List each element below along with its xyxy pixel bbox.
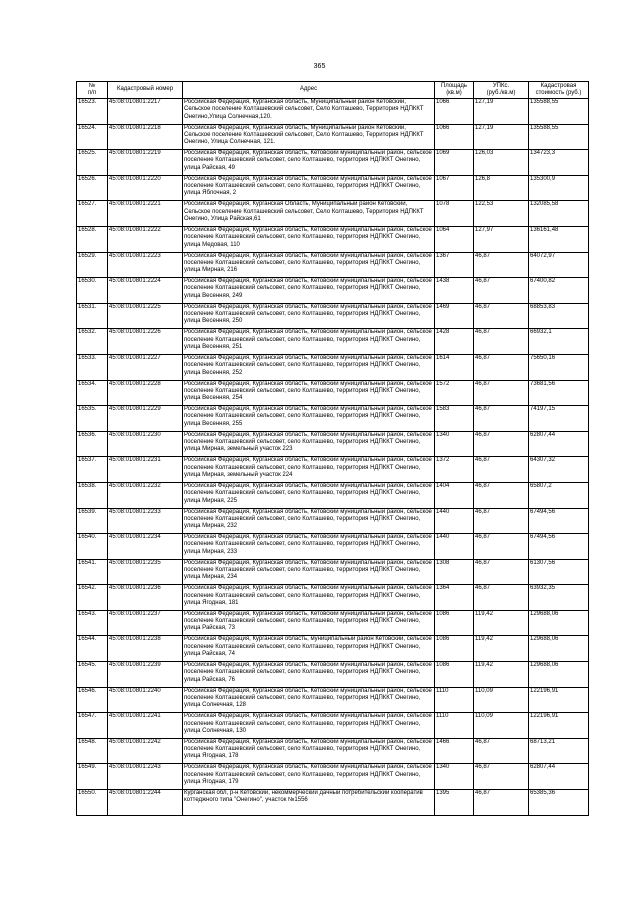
cadastral-number-cell: 45:08:010801:2229: [108, 406, 183, 432]
address-cell: Российская Федерация, Курганская область, Муниципальный район Кетовский, Сельское поселение Колташевский сельсовет, Село Колташево, Территория НДПККТ Онегино, Улица Солнечная, 121.: [183, 124, 435, 150]
header-cadastral: Кадастровый номер: [108, 82, 183, 99]
table-row: [77, 534, 589, 560]
upks-cell: 126,03: [474, 150, 529, 176]
cadastral-cost-cell: 68853,83: [529, 303, 589, 329]
upks-cell: 46,87: [474, 278, 529, 304]
table-row: [77, 687, 589, 713]
address-cell: Российская Федерация, Курганская Область, Муниципальный район Кетовский, Сельское поселение Колташевский сельсовет, Село Колташево, Территория НДПККТ Онегино, Улица Райская,61: [183, 201, 435, 227]
cadastral-cost-cell: 62807,44: [529, 764, 589, 790]
table-header-row: [77, 82, 589, 99]
address-cell: Российская Федерация, Курганская область, Кетовский муниципальный район, сельское поселение Колташевский сельсовет, село Колташево, территория НДПККТ Онегино, улица Солнечная, 128: [183, 687, 435, 713]
area-cell: 1340: [435, 431, 474, 457]
cadastral-number-cell: 45:08:010801:2222: [108, 226, 183, 252]
area-cell: 1438: [435, 278, 474, 304]
address-cell: Российская Федерация, Курганская область, Кетовский муниципальный район, сельское поселение Колташевский сельсовет, село Колташево, территория НДПККТ Онегино, улица Яблочная, 2: [183, 175, 435, 201]
area-cell: 1372: [435, 457, 474, 483]
address-cell: Российская Федерация, Курганская область, Кетовский муниципальный район, сельское поселение Колташевский сельсовет, село Колташево, территория НДПККТ Онегино, улица Весенняя, 249: [183, 278, 435, 304]
table-row: [77, 175, 589, 201]
cadastral-cost-cell: 67400,82: [529, 278, 589, 304]
cadastral-cost-cell: 74197,15: [529, 406, 589, 432]
address-cell: Российская Федерация, Курганская область, Кетовский муниципальный район, сельское поселение Колташевский сельсовет, село Колташево, территория НДПККТ Онегино, улица Весенняя, 254: [183, 380, 435, 406]
cadastral-cost-cell: 61307,56: [529, 559, 589, 585]
area-cell: 1308: [435, 559, 474, 585]
address-cell: Российская Федерация, Курганская область, Кетовский муниципальный район, сельское поселение Колташевский сельсовет, село Колташево, территория НДПККТ Онегино, улица Райская, 73: [183, 610, 435, 636]
table-row: [77, 790, 589, 816]
cadastral-number-cell: 45:08:010801:2230: [108, 431, 183, 457]
header-cost: [529, 82, 589, 99]
header-area-line2: (кв.м): [446, 90, 462, 96]
address-cell: Российская Федерация, Курганская область, муниципальный район Кетовский, сельское поселение Колташевский сельсовет, село Колташево, территория НДПККТ Онегино, улица Райская, 74: [183, 636, 435, 662]
area-cell: 1110: [435, 713, 474, 739]
header-upks-line2: (руб./кв.м): [486, 90, 516, 96]
header-address: Адрес: [183, 82, 435, 99]
area-cell: 1614: [435, 354, 474, 380]
row-number-cell: 16534.: [77, 380, 108, 406]
row-number-cell: 16545.: [77, 662, 108, 688]
address-cell: Российская Федерация, Курганская область, Кетовский муниципальный район, сельское поселение Колташевский сельсовет, село Колташево, территория НДПККТ Онегино, улица Ягодная, 178: [183, 738, 435, 764]
cadastral-cost-cell: 132085,58: [529, 201, 589, 227]
table-row: [77, 457, 589, 483]
table-row: [77, 713, 589, 739]
row-number-cell: 16524.: [77, 124, 108, 150]
address-cell: Российская Федерация, Курганская область, Кетовский муниципальный район, сельское поселение Колташевский сельсовет, село Колташево, территория НДПККТ Онегино, улица Медовая, 110: [183, 226, 435, 252]
cadastral-cost-cell: 129688,06: [529, 636, 589, 662]
area-cell: 1067: [435, 175, 474, 201]
row-number-cell: 16547.: [77, 713, 108, 739]
cadastral-number-cell: 45:08:010801:2244: [108, 790, 183, 816]
upks-cell: 46,87: [474, 790, 529, 816]
row-number-cell: 16539.: [77, 508, 108, 534]
row-number-cell: 16526.: [77, 175, 108, 201]
address-cell: Российская Федерация, Курганская область, Кетовский муниципальный район, сельское поселение Колташевский сельсовет, село Колташево, территория НДПККТ Онегино, улица Ягодная, 181: [183, 585, 435, 611]
upks-cell: 46,87: [474, 380, 529, 406]
header-upks-line1: УПКс.: [492, 82, 510, 89]
upks-cell: 119,42: [474, 636, 529, 662]
cadastral-cost-cell: 64307,32: [529, 457, 589, 483]
upks-cell: 46,87: [474, 585, 529, 611]
area-cell: 1340: [435, 764, 474, 790]
address-cell: Российская Федерация, Курганская область, Кетовский муниципальный район, сельское поселение Колташевский сельсовет, село Колташево, территория НДПККТ Онегино, улица Мирная, земельный участок 224: [183, 457, 435, 483]
area-cell: 1086: [435, 636, 474, 662]
upks-cell: 46,87: [474, 329, 529, 355]
upks-cell: 119,42: [474, 610, 529, 636]
table-body: [77, 99, 589, 816]
row-number-cell: 16542.: [77, 585, 108, 611]
address-cell: Курганская обл, р-н Кетовский, некоммерческий дачный потребительский кооператив коттеджного типа "Онегино", участок №1556: [183, 790, 435, 816]
cadastral-number-cell: 45:08:010801:2238: [108, 636, 183, 662]
upks-cell: 46,87: [474, 508, 529, 534]
row-number-cell: 16538.: [77, 482, 108, 508]
area-cell: 1110: [435, 687, 474, 713]
row-number-cell: 16533.: [77, 354, 108, 380]
upks-cell: 122,53: [474, 201, 529, 227]
area-cell: 1367: [435, 252, 474, 278]
upks-cell: 46,87: [474, 764, 529, 790]
area-cell: 1364: [435, 585, 474, 611]
cadastral-number-cell: 45:08:010801:2225: [108, 303, 183, 329]
table-row: [77, 764, 589, 790]
table-row: [77, 354, 589, 380]
area-cell: 1583: [435, 406, 474, 432]
cadastral-number-cell: 45:08:010801:2231: [108, 457, 183, 483]
row-number-cell: 16541.: [77, 559, 108, 585]
cadastral-cost-cell: 122196,91: [529, 687, 589, 713]
address-cell: Российская Федерация, Курганская область, Кетовский муниципальный район, сельское поселение Колташевский сельсовет, село Колташево, территория НДПККТ Онегино, улица Ягодная, 179: [183, 764, 435, 790]
row-number-cell: 16549.: [77, 764, 108, 790]
area-cell: 1086: [435, 610, 474, 636]
cadastral-number-cell: 45:08:010801:2237: [108, 610, 183, 636]
upks-cell: 46,87: [474, 431, 529, 457]
cadastral-cost-cell: 66932,1: [529, 329, 589, 355]
header-num-line1: №: [88, 82, 96, 89]
address-cell: Российская Федерация, Курганская область, Муниципальный район Кетовский, Сельское поселение Колташевский сельсовет, Село Колташево, Территория НДПККТ Онегино,Улица Солнечная,120.: [183, 99, 435, 125]
upks-cell: 127,19: [474, 99, 529, 125]
table-row: [77, 150, 589, 176]
table-row: [77, 508, 589, 534]
address-cell: Российская Федерация, Курганская область, Кетовский муниципальный район, сельское поселение Колташевский сельсовет, село Колташево, территория НДПККТ Онегино, улица Весенняя, 255: [183, 406, 435, 432]
cadastral-cost-cell: 129688,06: [529, 662, 589, 688]
upks-cell: 126,8: [474, 175, 529, 201]
table-row: [77, 99, 589, 125]
row-number-cell: 16544.: [77, 636, 108, 662]
row-number-cell: 16525.: [77, 150, 108, 176]
table-row: [77, 226, 589, 252]
row-number-cell: 16543.: [77, 610, 108, 636]
cadastral-number-cell: 45:08:010801:2233: [108, 508, 183, 534]
cadastral-cost-cell: 136161,48: [529, 226, 589, 252]
row-number-cell: 16540.: [77, 534, 108, 560]
row-number-cell: 16536.: [77, 431, 108, 457]
address-cell: Российская Федерация, Курганская область, Кетовский муниципальный район, сельское поселение Колташевский сельсовет, село Колташево, территория НДПККТ Онегино, улица Мирная, земельный участок 223: [183, 431, 435, 457]
area-cell: 1469: [435, 303, 474, 329]
cadastral-cost-cell: 63932,35: [529, 585, 589, 611]
cadastral-cost-cell: 64072,97: [529, 252, 589, 278]
row-number-cell: 16546.: [77, 687, 108, 713]
table-row: [77, 738, 589, 764]
table-row: [77, 329, 589, 355]
upks-cell: 46,87: [474, 559, 529, 585]
cadastral-number-cell: 45:08:010801:2240: [108, 687, 183, 713]
upks-cell: 110,09: [474, 687, 529, 713]
cadastral-cost-cell: 135588,55: [529, 99, 589, 125]
row-number-cell: 16529.: [77, 252, 108, 278]
cadastral-number-cell: 45:08:010801:2226: [108, 329, 183, 355]
table-row: [77, 585, 589, 611]
area-cell: 1066: [435, 124, 474, 150]
address-cell: Российская Федерация, Курганская область, Кетовский муниципальный район, сельское поселение Колташевский сельсовет, село Колташево, территория НДПККТ Онегино, улица Мирная, 232: [183, 508, 435, 534]
page-number: 365: [313, 63, 326, 70]
cadastral-number-cell: 45:08:010801:2232: [108, 482, 183, 508]
address-cell: Российская Федерация, Курганская область, Кетовский муниципальный район, сельское поселение Колташевский сельсовет, село Колташево, территория НДПККТ Онегино, улица Райская, 49: [183, 150, 435, 176]
cadastral-number-cell: 45:08:010801:2243: [108, 764, 183, 790]
table-row: [77, 252, 589, 278]
cadastral-cost-cell: 135300,9: [529, 175, 589, 201]
cadastral-cost-cell: 68713,21: [529, 738, 589, 764]
area-cell: 1404: [435, 482, 474, 508]
address-cell: Российская Федерация, Курганская область, Кетовский муниципальный район, сельское поселение Колташевский сельсовет, село Колташево, территория НДПККТ Онегино, улица Солнечная, 130: [183, 713, 435, 739]
row-number-cell: 16523.: [77, 99, 108, 125]
area-cell: 1428: [435, 329, 474, 355]
address-cell: Российская Федерация, Курганская область, Кетовский муниципальный район, сельское поселение Колташевский сельсовет, село Колташево, территория НДПККТ Онегино, улица Мирная, 225: [183, 482, 435, 508]
area-cell: 1069: [435, 150, 474, 176]
upks-cell: 46,87: [474, 252, 529, 278]
cadastral-number-cell: 45:08:010801:2217: [108, 99, 183, 125]
address-cell: Российская Федерация, Курганская область, Кетовский муниципальный район, сельское поселение Колташевский сельсовет, село Колташево, территория НДПККТ Онегино, улица Весенняя, 251: [183, 329, 435, 355]
table-row: [77, 662, 589, 688]
address-cell: Российская Федерация, Курганская область, Кетовский муниципальный район, сельское поселение Колташевский сельсовет, село Колташево, территория НДПККТ Онегино, улица Мирная, 234: [183, 559, 435, 585]
cadastral-number-cell: 45:08:010801:2242: [108, 738, 183, 764]
cadastral-cost-cell: 122196,91: [529, 713, 589, 739]
table-row: [77, 610, 589, 636]
row-number-cell: 16548.: [77, 738, 108, 764]
cadastral-number-cell: 45:08:010801:2228: [108, 380, 183, 406]
table-row: [77, 559, 589, 585]
upks-cell: 110,09: [474, 713, 529, 739]
cadastral-cost-cell: 67494,56: [529, 508, 589, 534]
header-area-line1: Площадь: [440, 82, 468, 89]
cadastral-cost-cell: 134723,3: [529, 150, 589, 176]
area-cell: 1572: [435, 380, 474, 406]
table-row: [77, 303, 589, 329]
row-number-cell: 16527.: [77, 201, 108, 227]
address-cell: Российская Федерация, Курганская область, Кетовский муниципальный район, сельское поселение Колташевский сельсовет, село Колташево, территория НДПККТ Онегино, улица Весенняя, 252: [183, 354, 435, 380]
address-cell: Российская Федерация, Курганская область, Кетовский муниципальный район, сельское поселение Колташевский сельсовет, село Колташево, территория НДПККТ Онегино, улица Мирная, 233: [183, 534, 435, 560]
table-row: [77, 380, 589, 406]
upks-cell: 46,87: [474, 738, 529, 764]
cadastral-number-cell: 45:08:010801:2236: [108, 585, 183, 611]
row-number-cell: 16531.: [77, 303, 108, 329]
upks-cell: 46,87: [474, 303, 529, 329]
cadastral-number-cell: 45:08:010801:2239: [108, 662, 183, 688]
upks-cell: 127,97: [474, 226, 529, 252]
area-cell: 1395: [435, 790, 474, 816]
header-num: [77, 82, 108, 99]
upks-cell: 119,42: [474, 662, 529, 688]
cadastral-number-cell: 45:08:010801:2241: [108, 713, 183, 739]
upks-cell: 127,19: [474, 124, 529, 150]
cadastral-number-cell: 45:08:010801:2234: [108, 534, 183, 560]
upks-cell: 46,87: [474, 354, 529, 380]
area-cell: 1086: [435, 662, 474, 688]
cadastral-number-cell: 45:08:010801:2235: [108, 559, 183, 585]
cadastral-number-cell: 45:08:010801:2223: [108, 252, 183, 278]
cadastral-cost-cell: 62807,44: [529, 431, 589, 457]
upks-cell: 46,87: [474, 457, 529, 483]
cadastral-cost-cell: 75650,16: [529, 354, 589, 380]
table-row: [77, 406, 589, 432]
area-cell: 1064: [435, 226, 474, 252]
table-row: [77, 278, 589, 304]
row-number-cell: 16537.: [77, 457, 108, 483]
header-num-line2: п/п: [87, 90, 97, 96]
upks-cell: 46,87: [474, 406, 529, 432]
address-cell: Российская Федерация, Курганская область, Кетовский муниципальный район, сельское поселение Колташевский сельсовет, село Колташево, территория НДПККТ Онегино, улица Райская, 76: [183, 662, 435, 688]
address-cell: Российская Федерация, Курганская область, Кетовский муниципальный район, сельское поселение Колташевский сельсовет, село Колташево, территория НДПККТ Онегино, улица Мирная, 216: [183, 252, 435, 278]
table-row: [77, 124, 589, 150]
header-cost-line2: стоимость (руб.): [535, 90, 582, 96]
header-cost-line1: Кадастровая: [540, 82, 577, 89]
area-cell: 1440: [435, 508, 474, 534]
table-row: [77, 482, 589, 508]
table-row: [77, 201, 589, 227]
cadastral-cost-cell: 73681,56: [529, 380, 589, 406]
cadastral-number-cell: 45:08:010801:2224: [108, 278, 183, 304]
row-number-cell: 16535.: [77, 406, 108, 432]
row-number-cell: 16530.: [77, 278, 108, 304]
cadastral-number-cell: 45:08:010801:2219: [108, 150, 183, 176]
area-cell: 1066: [435, 99, 474, 125]
header-upks: [474, 82, 529, 99]
cadastral-cost-cell: 65807,2: [529, 482, 589, 508]
area-cell: 1078: [435, 201, 474, 227]
row-number-cell: 16528.: [77, 226, 108, 252]
row-number-cell: 16532.: [77, 329, 108, 355]
cadastral-number-cell: 45:08:010801:2218: [108, 124, 183, 150]
cadastral-cost-cell: 65385,36: [529, 790, 589, 816]
table-row: [77, 636, 589, 662]
header-area: [435, 82, 474, 99]
cadastral-cost-cell: 67494,56: [529, 534, 589, 560]
upks-cell: 46,87: [474, 482, 529, 508]
cadastral-number-cell: 45:08:010801:2221: [108, 201, 183, 227]
area-cell: 1440: [435, 534, 474, 560]
cadastral-value-table: [76, 81, 589, 816]
cadastral-cost-cell: 129688,06: [529, 610, 589, 636]
area-cell: 1466: [435, 738, 474, 764]
cadastral-cost-cell: 135588,55: [529, 124, 589, 150]
cadastral-number-cell: 45:08:010801:2227: [108, 354, 183, 380]
upks-cell: 46,87: [474, 534, 529, 560]
table-row: [77, 431, 589, 457]
cadastral-number-cell: 45:08:010801:2220: [108, 175, 183, 201]
address-cell: Российская Федерация, Курганская область, Кетовский муниципальный район, сельское поселение Колташевский сельсовет, село Колташево, территория НДПККТ Онегино, улица Весенняя, 250: [183, 303, 435, 329]
row-number-cell: 16550.: [77, 790, 108, 816]
